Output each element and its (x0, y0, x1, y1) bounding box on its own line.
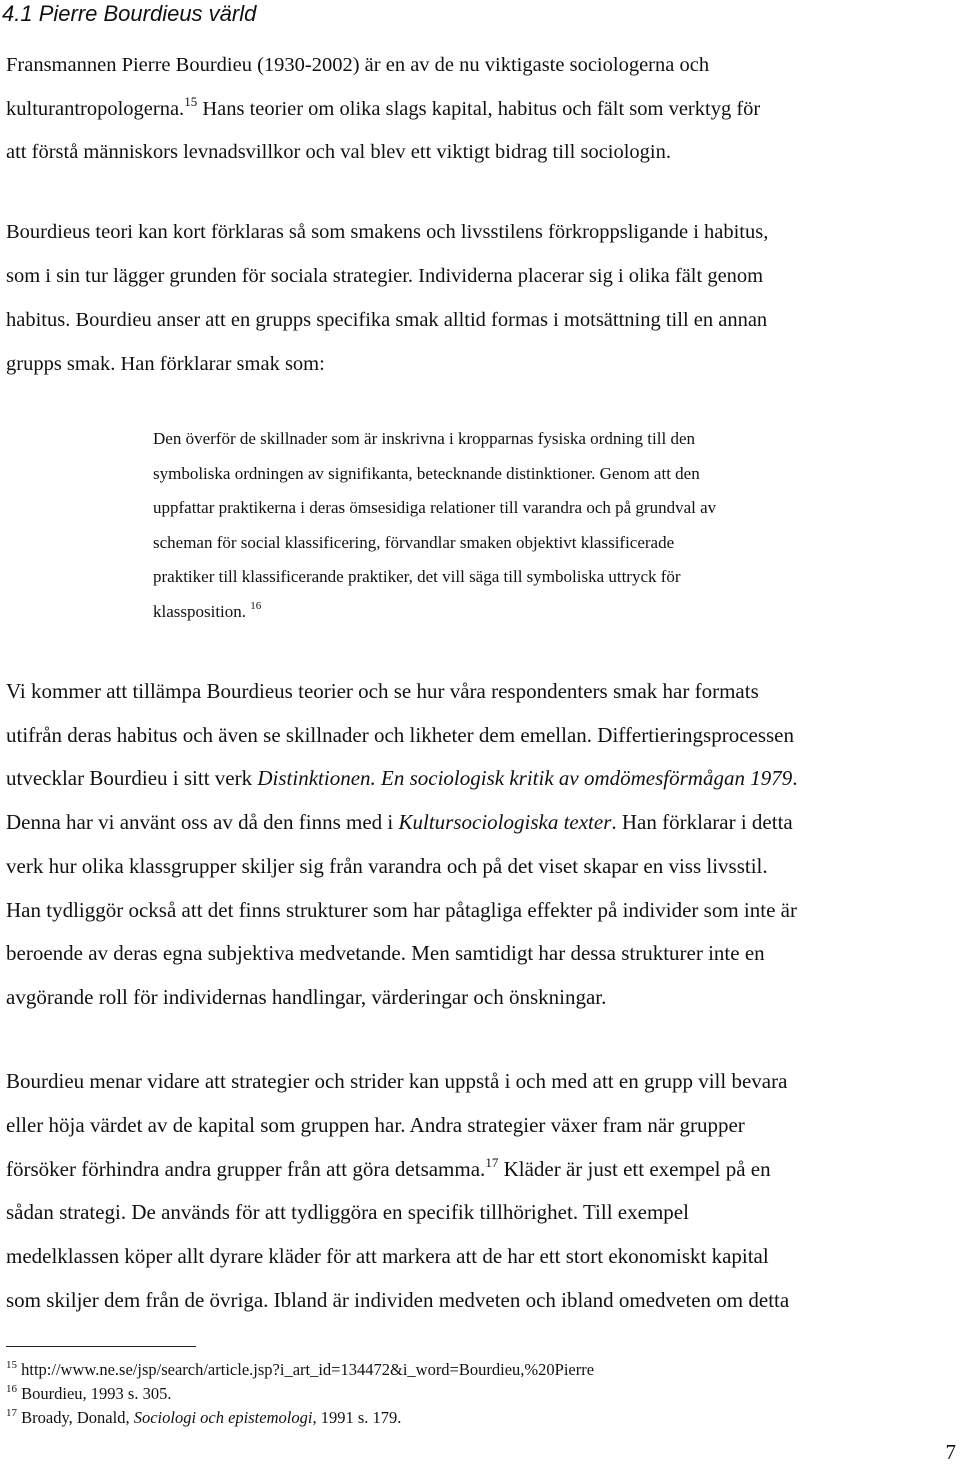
text-line: utifrån deras habitus och även se skillnader och likheter dem emellan. Differtieringsprocessen (6, 722, 795, 747)
footnote-number: 15 (6, 1359, 17, 1371)
footnote-16 (6, 1382, 946, 1406)
quote-line: scheman för social klassificering, förvandlar smaken objektivt klassificerade (153, 532, 675, 552)
footnote-link[interactable]: http://www.ne.se/jsp/search/article.jsp?i_art_id=134472&i_word=Bourdieu,%20Pierre (21, 1360, 595, 1379)
footnote-book-title: Sociologi och epistemologi (133, 1408, 313, 1427)
book-title-distinktionen: Distinktionen. En sociologisk kritik av omdömesförmågan 1979 (257, 766, 793, 791)
quote-line: uppfattar praktikerna i deras ömsesidiga relationer till varandra och på grundval av (153, 498, 717, 517)
page-number: 7 (945, 1440, 956, 1464)
paragraph-theory (6, 210, 958, 386)
section-heading: 4.1 Pierre Bourdieus värld (2, 1, 257, 26)
text-segment: Denna har vi använt oss av då den finns med i (6, 810, 399, 835)
footnote-text: Bourdieu, 1993 s. 305. (21, 1384, 172, 1403)
quote-line (153, 595, 953, 630)
text-line: sådan strategi. De används för att tydliggöra en specifik tillhörighet. Till exempel (6, 1200, 689, 1225)
text-segment: Kläder är just ett exempel på en (498, 1156, 771, 1181)
text-line: att förstå människors levnadsvillkor och val blev ett viktigt bidrag till sociologin. (6, 141, 671, 163)
footnote-ref-15: 15 (184, 93, 198, 109)
text-segment: försöker förhindra andra grupper från att göra detsamma. (6, 1156, 486, 1181)
footnote-number: 17 (6, 1407, 17, 1419)
text-line: som skiljer dem från de övriga. Ibland är individen medveten och ibland omedveten om detta (6, 1287, 790, 1312)
quote-line: praktiker till klassificerande praktiker, det vill säga till symboliska uttryck för (153, 567, 681, 586)
footnote-ref-17: 17 (485, 1154, 499, 1170)
book-title-kultursociologiska: Kultursociologiska texter (398, 810, 612, 835)
text-line: Han tydliggör också att det finns strukturer som har påtagliga effekter på individer som inte är (6, 897, 797, 922)
paragraph-strategies (6, 1060, 958, 1323)
footnote-number: 16 (6, 1383, 17, 1395)
footnote-15 (6, 1358, 946, 1382)
text-segment: Hans teorier om olika slags kapital, habitus och fält som verktyg för (197, 97, 761, 120)
text-segment: utvecklar Bourdieu i sitt verk (6, 766, 258, 791)
text-segment: . (792, 766, 798, 791)
quote-line: Den överför de skillnader som är inskrivna i kropparnas fysiska ordning till den (153, 429, 695, 448)
text-line (6, 757, 958, 801)
text-line: Fransmannen Pierre Bourdieu (1930-2002) är en av de nu viktigaste sociologerna och (6, 54, 710, 76)
footnote-divider (6, 1346, 196, 1347)
text-line (6, 801, 958, 845)
text-line: Bourdieu menar vidare att strategier och strider kan uppstå i och med att en grupp vill bevara (6, 1069, 788, 1093)
text-line: avgörande roll för individernas handlingar, värderingar och önskningar. (6, 984, 607, 1009)
text-line: verk hur olika klassgrupper skiljer sig från varandra och på det viset skapar en viss livsstil. (6, 853, 768, 878)
paragraph-intro (6, 44, 958, 175)
text-line (6, 88, 958, 132)
footnote-text: , 1991 s. 179. (312, 1408, 402, 1427)
text-line: grupps smak. Han förklarar smak som: (6, 353, 325, 375)
block-quote (153, 422, 953, 629)
quote-line: symboliska ordningen av signifikanta, betecknande distinktioner. Genom att den (153, 463, 700, 483)
text-segment: . Han förklarar i detta (611, 810, 793, 835)
text-line: medelklassen köper allt dyrare kläder för att markera att de har ett stort ekonomiskt kapital (6, 1244, 769, 1269)
footnote-ref-16: 16 (250, 599, 262, 612)
text-line: habitus. Bourdieu anser att en grupps specifika smak alltid formas i motsättning till en annan (6, 309, 768, 331)
footnote-17 (6, 1406, 946, 1430)
text-line: som i sin tur lägger grunden för sociala strategier. Individerna placerar sig i olika fält genom (6, 265, 764, 287)
footnotes (6, 1358, 946, 1430)
text-line: Vi kommer att tillämpa Bourdieus teorier och se hur våra respondenters smak har formats (6, 679, 759, 703)
text-line: beroende av deras egna subjektiva medvetande. Men samtidigt har dessa strukturer inte en (6, 941, 765, 966)
text-line (6, 1148, 958, 1192)
paragraph-application (6, 670, 958, 1020)
text-line: Bourdieus teori kan kort förklaras så som smakens och livsstilens förkroppsligande i habitus, (6, 221, 769, 243)
text-segment: kulturantropologerna. (6, 97, 185, 120)
text-line: eller höja värdet av de kapital som gruppen har. Andra strategier växer fram när grupper (6, 1112, 745, 1137)
footnote-text: Broady, Donald, (21, 1408, 134, 1427)
text-segment: klassposition. (153, 601, 247, 621)
